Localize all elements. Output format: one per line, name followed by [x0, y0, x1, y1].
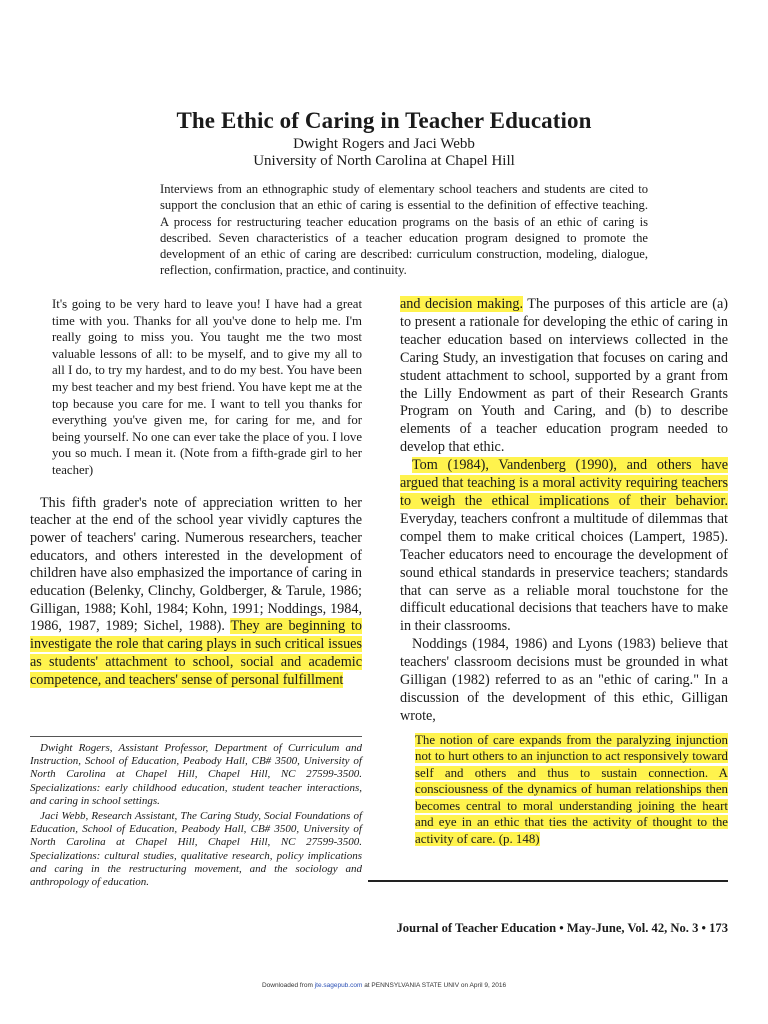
moral-activity-paragraph — [400, 457, 728, 636]
footer-rule — [368, 880, 728, 882]
intro-paragraph — [30, 495, 362, 690]
journal-citation: Journal of Teacher Education • May-June, Vol. 42, No. 3 • 173 — [396, 921, 728, 935]
download-link[interactable]: jte.sagepub.com — [314, 982, 363, 989]
purpose-paragraph — [400, 296, 728, 457]
download-notice — [0, 982, 768, 989]
article-authors: Dwight Rogers and Jaci Webb — [293, 136, 475, 152]
purpose-text: The purposes of this article are (a) to present a rationale for developing the ethic of caring in teacher education based on interviews collected in the Caring Study, an investigation that focuses on caring and student attachment to school, supported by a grant from the Lilly Endowment as part of their Research Grants Program on Youth and Caring, and (b) to describe elements of a teacher education program needed to develop that ethic. — [400, 296, 728, 456]
moral-activity-text: Everyday, teachers confront a multitude of dilemmas that compel them to make critical choices (Lampert, 1985). Teacher educators need to encourage the development of sound ethical standards in preservice teachers; standards that can serve as a reliable moral touchstone for the difficult educational decisions that teachers have to make in their classrooms. — [400, 510, 728, 635]
highlighted-text: Tom (1984), Vandenberg (1990), and others have argued that teaching is a moral activity requiring teachers to weigh the ethical implications of their behavior. — [400, 457, 728, 509]
intro-text: This fifth grader's note of appreciation written to her teacher at the end of the school year vividly captures the power of teachers' caring. Numerous researchers, teacher educators, and others interested in the development of children have also emphasized the importance of caring in education (Belenky, Clinchy, Goldberger, & Tarule, 1986; Gilligan, 1988; Kohl, 1984; Kohn, 1991; Noddings, 1984, 1986, 1987, 1989; Sichel, 1988). — [30, 494, 362, 635]
author-note-rogers: Dwight Rogers, Assistant Professor, Department of Curriculum and Instruction, School of Education, Peabody Hall, CB# 3500, University of North Carolina at Chapel Hill, Chapel Hill, NC 27599-3500. Specializations: early childhood education, student teacher interactions, and caring in school settings. — [30, 742, 362, 807]
author-note-webb: Jaci Webb, Research Assistant, The Caring Study, Social Foundations of Education, School of Education, Peabody Hall, CB# 3500, University of North Carolina at Chapel Hill, Chapel Hill, NC 27599-3500. Specializations: cultural studies, qualitative research, policy implications and caring in the restructuring movement, and the sociology and anthropology of education. — [30, 810, 362, 889]
author-affiliation: University of North Carolina at Chapel Hill — [253, 153, 515, 169]
noddings-paragraph: Noddings (1984, 1986) and Lyons (1983) believe that teachers' classroom decisions must be grounded in what Gilligan (1982) referred to as an "ethic of caring." In a discussion of the development of this ethic, Gilligan wrote, — [400, 636, 728, 724]
footnote-divider — [30, 736, 362, 737]
highlighted-text: and decision making. — [400, 296, 523, 312]
author-notes — [30, 742, 362, 889]
highlighted-text: The notion of care expands from the paralyzing injunction not to hurt others to an injunction to act responsively toward self and others and thus to sustain connection. A consciousness of the dynamics of human relationships then becomes central to moral understanding joining the heart and eye in an ethic that ties the activity of thought to the activity of care. (p. 148) — [415, 732, 728, 846]
highlighted-text: They are beginning to investigate the role that caring plays in such critical issues as students' attachment to school, social and academic competence, and teachers' sense of personal fulfillment — [30, 618, 363, 688]
gilligan-quote — [415, 732, 728, 848]
article-title: The Ethic of Caring in Teacher Education — [176, 108, 592, 133]
abstract: Interviews from an ethnographic study of elementary school teachers and students are cited to support the conclusion that an ethic of caring is essential to the definition of effective teaching. A process for restructuring teacher education programs on the basis of an ethic of caring is described. Seven characteristics of a teacher education program designed to promote the development of an ethic of caring are described: curriculum construction, modeling, dialogue, reflection, confirmation, practice, and continuity. — [160, 182, 648, 278]
epigraph-quote: It's going to be very hard to leave you! I have had a great time with you. Thanks for all you've done to help me. I'm really going to miss you. You taught me the two most valuable lessons of all: to be myself, and to give my all to all I do, to try my hardest, and to do my best. You have been my best teacher and my best friend. You have kept me at the top because you care for me. I want to tell you thanks for everything you've given me, for caring for me, and for being yourself. No one can ever take the place of you. I love you so much. I mean it. (Note from a fifth-grade girl to her teacher) — [52, 297, 362, 477]
right-column — [400, 296, 728, 847]
download-prefix: Downloaded from — [261, 982, 315, 989]
download-suffix: at PENNSYLVANIA STATE UNIV on April 9, 2016 — [362, 982, 507, 989]
left-column — [30, 296, 362, 689]
